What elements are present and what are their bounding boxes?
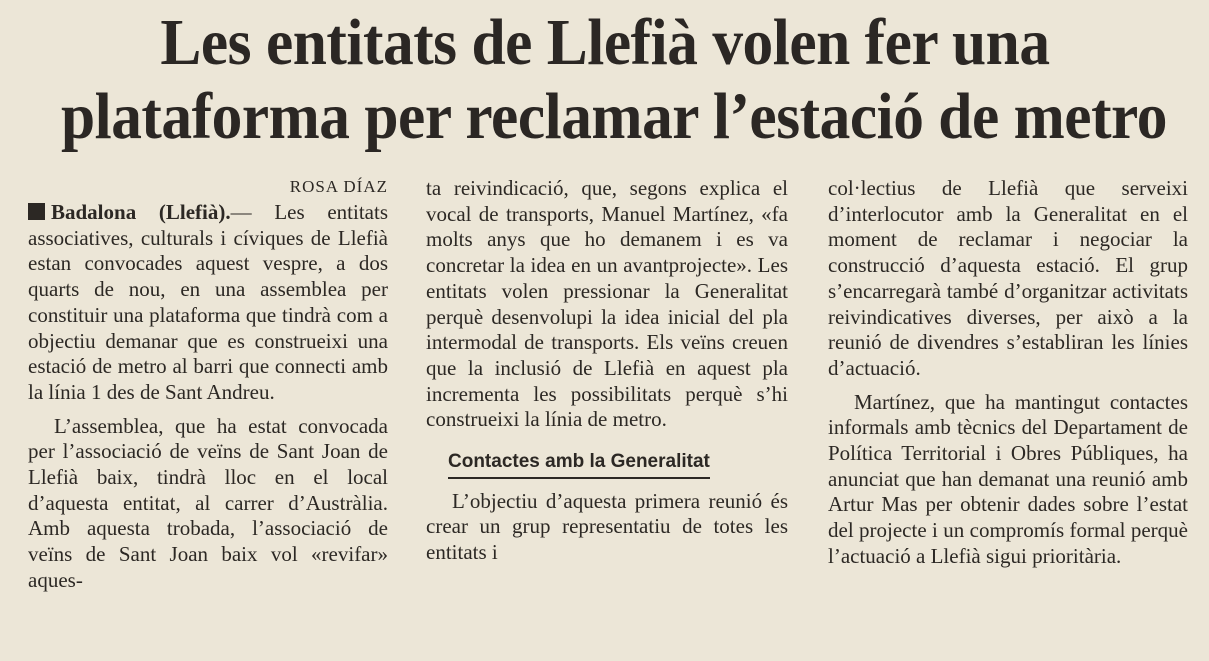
byline: ROSA DÍAZ — [289, 177, 388, 196]
paragraph: Martínez, que ha mantingut contactes informals amb tècnics del Departament de Política Territorial i Obres Públiques, ha anunciat que han demanat una reunió amb Artur Mas per obtenir dades sobre l’estat del projecte i un compromís formal perquè l’actuació a Llefià sigui prioritària. — [828, 389, 1188, 568]
paragraph-text: Les entitats associatives, culturals i cíviques de Llefià estan convocades aquest vespre, a dos quarts de nou, en una assemblea per constituir una plataforma que tindrà com a objectiu demanar que es construeixi una estació de metro al barri que connecti amb la línia 1 des de Sant Andreu. — [28, 200, 388, 404]
lead-paragraph — [28, 200, 388, 406]
subheading: Contactes amb la Generalitat — [448, 449, 710, 479]
article-column-1 — [28, 176, 388, 594]
article-column-3 — [828, 176, 1188, 570]
article-column-2 — [426, 176, 788, 566]
headline-line-1: Les entitats de Llefià volen fer una — [160, 6, 1050, 79]
dateline-place: Badalona (Llefià). — [51, 200, 231, 224]
paragraph: ta reivindicació, que, segons explica el vocal de transports, Manuel Martínez, «fa molts anys que ho demanem i es va concretar la idea en un avantprojecte». Les entitats volen pressionar la Generalitat perquè desenvolupi la idea inicial del pla intermodal de transports. Els veïns creuen que la inclusió de Llefià en aquest pla incrementa les possibilitats perquè s’hi construeixi la línia de metro. — [426, 176, 788, 432]
lead-square-icon — [28, 203, 45, 220]
paragraph: L’objectiu d’aquesta primera reunió és crear un grup representatiu de totes les entitats i — [426, 488, 788, 565]
paragraph: col·lectius de Llefià que serveixi d’interlocutor amb la Generalitat en el moment de reclamar i negociar la construcció d’aquesta estació. El grup s’encarregarà també d’organitzar activitats reivindicatives diverses, per això a la reunió de divendres s’establiran les línies d’actuació. — [828, 176, 1188, 380]
dateline-dash: — — [230, 200, 275, 224]
paragraph: L’assemblea, que ha estat convocada per l’associació de veïns de Sant Joan de Llefià baix, tindrà lloc en el local d’aquesta entitat, al carrer d’Austràlia. Amb aquesta trobada, l’associació de veïns de Sant Joan baix vol «revifar» aques- — [28, 413, 388, 592]
headline-line-2: plataforma per reclamar l’estació de metro — [60, 80, 1167, 153]
headline — [60, 6, 1167, 154]
